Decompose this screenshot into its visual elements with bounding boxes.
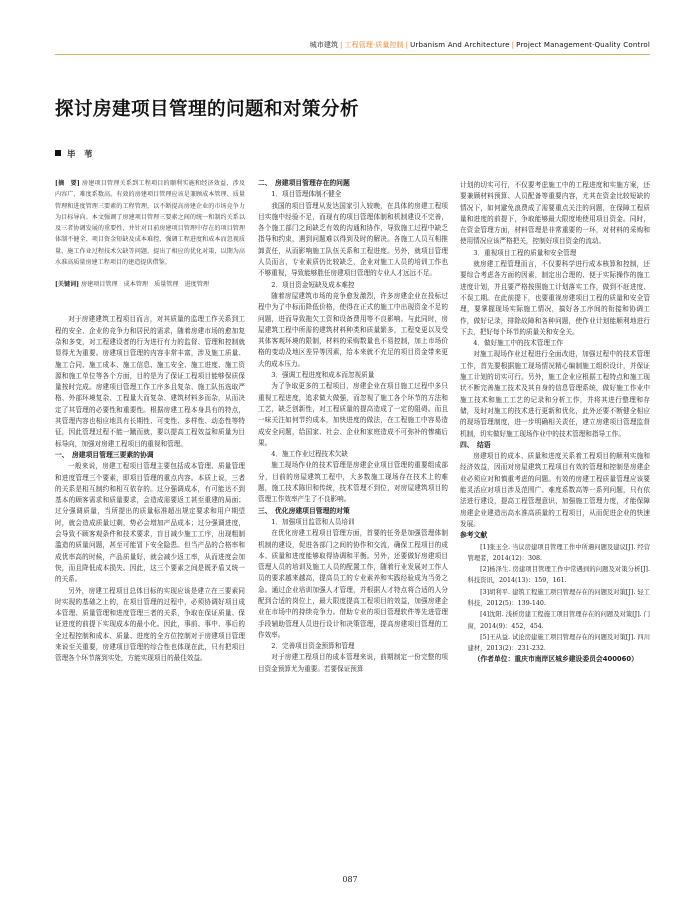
subheading: 3．强调工程进度和成本而忽视质量 bbox=[271, 371, 375, 380]
subheading: 1．项目管理体制不健全 bbox=[271, 190, 342, 199]
paragraph: 随着房屋建筑市场的竞争愈发激烈，许多房建企业在投标过程中为了中标而降低价格，使得在正式的施工中出现资金不足的问题，进而导致拖欠工资和设备费用等不良影响。与此同时，房屋建筑工程中所需的建筑材料种类和质量繁多，工程变更以及受其体客观环境的限制，材料的采购数量也不易控制，加上市场价格的变动及地区差异等因素，给本来就不充足的项目资金带来更大的成本压力。 bbox=[258, 291, 448, 368]
running-header bbox=[310, 40, 650, 50]
paragraph: 在优化房建工程项目管理方面，首要的任务是加强管理体制机制的建设，促进各部门之间的协作和交流，确保工程项目的成本、质量和进度能够取得协调和平衡。另外，还要做好房建项目管理人员的培训及施工人员的配置工作，随着行业发展对工作人员的要求越来越高，提高员工的专业素养和实践经验成为当务之急。通过企业培训加强人才管理，并根据人才特点将合适的人分配到合适的岗位上，最大限度提高工程项目的效益，加强房建企业在市场中的持续竞争力。借助专业的项目管理软件等先进管理手段辅助管理人员进行设计和决策管理，提高房建项目管理的工作效率。 bbox=[258, 529, 448, 639]
square-bullet-icon bbox=[55, 150, 61, 156]
paragraph: 对于房建工程项目的成本管理来说，前期制定一份完整的项目资金预算尤为重要。若要保证预算 bbox=[258, 653, 448, 673]
paragraph: 我国的项目管理从发达国家引入较晚，在具体的房建工程项目实施中经验不足，而现有的项目管理体制和机制建设不完善，各个施工部门之间缺乏有效的沟通和协作，导致施工过程中缺乏指导和约束，遇到问题难以得到及时的解决。各施工人员互相推卸责任，从而影响施工队伍关系和工程进度。另外，就项目管理人员而言，专业素质仍比较缺乏，企业对施工人员的培训工作也不够重视，导致能够胜任房建项目管理的专业人才远远不足。 bbox=[258, 201, 448, 278]
section-heading-3: 三、 优化房建项目管理的对策 bbox=[258, 506, 350, 515]
article-title: 探讨房建项目管理的问题和对策分析 bbox=[55, 99, 360, 120]
keywords-label: [关键词] bbox=[55, 281, 80, 289]
header-separator: | bbox=[405, 41, 409, 49]
intro-paragraph: 对于房建建筑工程项目而言，对其质量的监理工作关系到工程的安全、企业的竞争力和居民的需求，随着房建市场的愈加复杂和多变，对工程建设者的行为进行有力的监督、管理和控制就显得尤为重要。房建项目管理的内容非常丰富，涉及施工质量、施工合同、施工成本、施工信息、施工安全、施工进度、施工资源和施工单位等各个方面，目的是为了保证工程项目能够保质保量按时完成。房建项目管理工作工序多且复杂、施工队伍选取严格、外部环境复杂、工程量大而复杂、建筑材料多而杂，从而决定了其管理的必要性和重要性。根据房建工程本身具有的特点，其管理内容也相应地具有长期性、可变性、多样性、动态性等特征，因此管理过程不能一蹴而就，要以提高工程效益和质量为目标导向，加强对房建工程项目的重视和管理。 bbox=[55, 315, 245, 448]
abstract-label: [摘 要] bbox=[55, 180, 80, 187]
paragraph: 一般来说，房建工程项目管理主要包括成本管理、质量管理和进度管理三个要素，即项目管理的重点内容。本质上说，三者的关系是相互制约和相互依存的。过分强调成本，有可能达不到基本的顾客需求和质量要求，会造成需要返工甚至重建的局面；过分强调质量，当所提出的质量标准超出规定要求和用户期望时，就会造成质量过剩，势必会增加产品成本；过分强调进度，会导致不顾客观条件和技术要求，盲目减少施工工序，出现粗制滥造的质量问题，甚至可能冒下安全隐患。但当产品的合格率和成优率高的时候，产品质量好，就会减少返工率，从而进度会加快，而且降低成本损失。因此，这三个要素之间是既矛盾又统一的关系。 bbox=[55, 462, 245, 584]
paragraph: 就房建工程管理而言，不仅要科学进行成本核算和控制，还要综合考虑各方面的因素，制定出合理的、便于实际操作的施工进度计划，并且要严格按照施工计划落实工作，做到不赶进度、不误工期。在此前提下，也要重视房建项目工程的质量和安全管理，要掌握现场实际施工情况，搞好各工序间的衔接和协调工作，做好记录，排除故障和各种问题，使作业计划能顺利地进行下去，把好每个环节的质量关和安全关。 bbox=[460, 260, 650, 336]
paragraph: 计划的切实可行，不仅要考虑施工中的工程进度和实施方案，还要兼顾材料预算、人员配备等重要内容，尤其在资金比较短缺的情况下，如何避免浪费成了需要重点关注的问题，在保障工程质量和进度的前提下，争取能够最大限度地使用项目资金。同时，在资金管理方面，材料管理是非常重要的一环，对材料的采购和使用情况应该严格把关，控制好项目资金的流动。 bbox=[460, 181, 650, 246]
abstract-text: 房建项目管理关系到工程项目的顺利实施和经济效益，涉及内容广、难度系数高。有效的房建项目管理应该是兼顾成本管理、质量管理和进度管理三要素的工程管理，以不断提高房建企业的市场竞争力为目标导向。本文强调了房建项目管理三要素之间的统一和制约关系以及三者协调发展的重要性，并针对目前房建项目管理中存在的项目管理体制不健全、项目资金短缺及成本难控、强调工程进度和成本而忽视质量、施工作业过程技术欠缺等问题，提出了相应的优化对策，以期为高水准高质量房建工程项目的建造提供借鉴。 bbox=[55, 180, 245, 267]
page-number: 087 bbox=[342, 875, 358, 884]
keywords bbox=[55, 280, 245, 290]
subheading: 4．做好施工中的技术管理工作 bbox=[473, 339, 564, 348]
subheading: 2．完善项目资金预算和管理 bbox=[271, 642, 355, 651]
column-3 bbox=[460, 180, 650, 666]
column-1 bbox=[55, 178, 245, 665]
reference-item: [4]沈阳. 浅析房建工程施工项目管理存在的问题及对策[J]. 门窗，2014(9)：452，454. bbox=[467, 611, 650, 630]
section-category-en: Project Management·Quality Control bbox=[516, 41, 650, 49]
column-2 bbox=[258, 178, 448, 675]
header-rule bbox=[55, 54, 650, 55]
subheading: 1．加强项目监管和人员培训 bbox=[271, 517, 355, 526]
paragraph: 为了争取更多的工程项目，房建企业在项目施工过程中多只重视工程进度，追求做大做强，而忽视了施工各个环节的方法和工艺，缺乏创新性，对工程质量的提高造成了一定的阻碍。而且一味关注如何节约成本，加快进度的做法，在工程施工中容易造成安全问题，给国家、社会、企业和家庭造成不可弥补的惨痛后果。 bbox=[258, 382, 448, 447]
subheading: 2．项目资金短缺及成本难控 bbox=[271, 280, 355, 289]
reference-item: [2]杨泽生. 房建项目管理工作中常遇到的问题及对策分析[J]. 科技资讯，2014(13)：159，161. bbox=[467, 566, 650, 585]
section-category: 工程管理·质量控制 bbox=[344, 41, 404, 49]
reference-item: [3]胡利平. 建筑工程施工项目管理存在的问题及对策[J]. 轻工科技，2012(5)：139-140. bbox=[467, 588, 650, 607]
section-heading-1: 一、 房建项目管理三要素的协调 bbox=[55, 450, 154, 459]
paragraph: 施工现场作业的技术管理是房建企业项目管理的重要组成部分，目前的房屋建筑工程中，大多数施工现场存在技术上的难题，施工技术陈旧和传统，技术管理不到位，对房屋建筑项目的管理工作效率产生了不良影响。 bbox=[258, 461, 448, 504]
paragraph: 对施工现场作业过程进行全面改进，加强过程中的技术管理工作，首先要根据施工现场情况精心编制施工组织设计，并保证施工计划的切实可行。另外，施工企业应根据工程特点和施工现状不断完善施工技术及其自身的信息管理系统，做好施工作业中施工技术和施工工艺的记录和分析工作，并将其进行整理和存储，及时对施工的技术进行更新和优化，此外还要不断健全相应的现场管理制度，进一步明确相关责任，建立房建项目管理监督机制，切实做好施工现场作业中的技术管理和指导工作。 bbox=[460, 350, 650, 438]
subheading: 3．重视项目工程的质量和安全管理 bbox=[473, 248, 577, 257]
journal-name-en: Urbanism And Architecture bbox=[410, 41, 510, 49]
keywords-text: 房建项目管理 成本管理 质量管理 进度管理 bbox=[81, 281, 209, 289]
reference-item: [1]张玉全. 当议房建项目管理工作中所遇问题及建议[J]. 经营管理者，2014(12)：308. bbox=[467, 543, 650, 562]
section-heading-2: 二、 房建项目管理存在的问题 bbox=[258, 179, 350, 187]
paragraph: 房建项目的成本、质量和进度关系着工程项目的顺利实施和经济效益，因而对房屋建筑工程项目有效的管理和控制是房建企业必须应对和慎重考虑的问题。有效的房建工程质量管理应该要能灵活应对项目涉及范围广、难度系数高等一系列问题，只有依法进行建设，提高工程管理意识，加强施工管理力度，才能保障房建企业建造出高水准高质量的工程项目，从而促进企业的快速发展。 bbox=[460, 452, 650, 528]
paragraph: 另外，房建工程项目总体目标的实现应该是建立在三要素同时实现的基础之上的，在项目管理的过程中，必须协调好项目成本管理、质量管理和进度管理三者的关系，争取在保证质量、保证进度的前提下实现成本的最小化。因此，事前、事中、事后的全过程控制和成本、质量、进度的全方位控制对于房建项目管理来说至关重要，房建项目管理的综合性也体现在此，只有把项目管理各个环节落到实处，方能实现项目的最佳效益。 bbox=[55, 586, 245, 663]
author-name: 毕 苇 bbox=[67, 150, 93, 160]
author-affiliation: （作者单位：重庆市南岸区城乡建设委员会400060） bbox=[473, 655, 638, 664]
author-line bbox=[55, 148, 93, 160]
references-heading: 参考文献 bbox=[460, 531, 488, 540]
header-separator: | bbox=[340, 41, 343, 49]
journal-name: 城市建筑 bbox=[309, 41, 339, 49]
header-separator: | bbox=[511, 41, 515, 49]
section-heading-4: 四、 结语 bbox=[460, 440, 491, 449]
abstract bbox=[55, 178, 245, 268]
reference-item: [5]王从益. 试论房建施工项目管理存在的问题及对策[J]. 四川建材，2013(2)：231-232. bbox=[467, 633, 650, 653]
subheading: 4．施工作业过程技术欠缺 bbox=[271, 450, 348, 459]
